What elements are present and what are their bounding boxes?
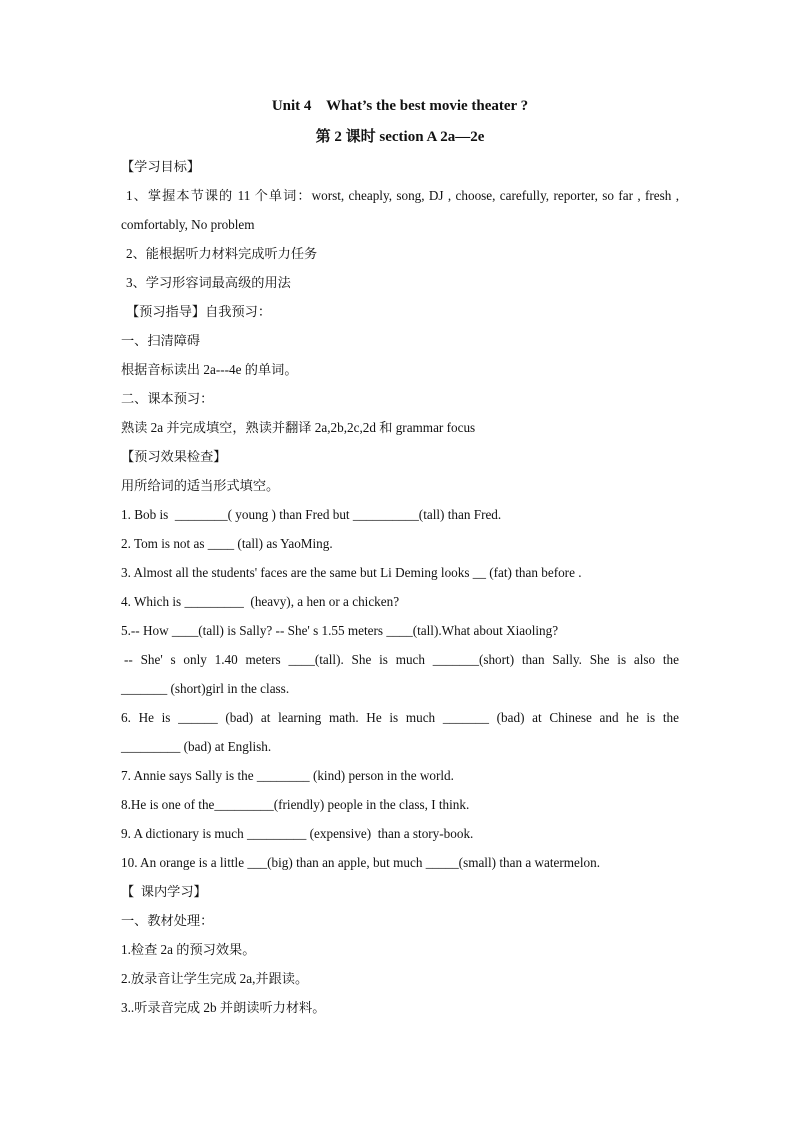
exercise-2: 2. Tom is not as ____ (tall) as YaoMing.: [121, 536, 333, 551]
goal-3: 3、学习形容词最高级的用法: [126, 275, 291, 290]
exercise-6-line-1: 6. He is ______ (bad) at learning math. He is much _______ (bad) at Chinese and he is the: [121, 710, 679, 725]
classwork-step-2: 2.放录音让学生完成 2a,并跟读。: [121, 971, 309, 986]
preview-part-1-title: 一、扫清障碍: [121, 333, 201, 348]
goals-heading: 【学习目标】: [121, 159, 201, 174]
preview-part-2-title: 二、课本预习：: [121, 391, 214, 406]
exercise-5-line-2: -- She' s only 1.40 meters ____(tall). She is much _______(short) than Sally. She is also the: [124, 652, 679, 667]
exercise-5-line-1: 5.-- How ____(tall) is Sally? -- She' s 1.55 meters ____(tall).What about Xiaoling?: [121, 623, 559, 638]
exercise-7: 7. Annie says Sally is the ________ (kind) person in the world.: [121, 768, 454, 783]
preview-heading: 【预习指导】自我预习：: [126, 304, 272, 319]
classwork-heading: 【 课内学习】: [121, 884, 207, 899]
exercise-10: 10. An orange is a little ___(big) than an apple, but much _____(small) than a watermelon.: [121, 855, 601, 870]
goal-2: 2、能根据听力材料完成听力任务: [126, 246, 318, 261]
lesson-subtitle: 第 2 课时 section A 2a—2e: [315, 129, 485, 145]
check-heading: 【预习效果检查】: [121, 449, 227, 464]
preview-part-1-body: 根据音标读出 2a---4e 的单词。: [121, 362, 298, 377]
preview-part-2-body: 熟读 2a 并完成填空，熟读并翻译 2a,2b,2c,2d 和 grammar focus: [121, 420, 476, 435]
worksheet-page: [121, 92, 679, 1022]
exercise-4: 4. Which is _________ (heavy), a hen or a chicken?: [121, 594, 400, 609]
exercise-3: 3. Almost all the students' faces are the same but Li Deming looks __ (fat) than before .: [121, 565, 582, 580]
classwork-step-1: 1.检查 2a 的预习效果。: [121, 942, 256, 957]
check-instruction: 用所给词的适当形式填空。: [121, 478, 280, 493]
goal-1-line-2: comfortably, No problem: [121, 217, 255, 232]
classwork-part-1-title: 一、教材处理：: [121, 913, 214, 928]
exercise-6-line-2: _________ (bad) at English.: [121, 739, 272, 754]
unit-title: Unit 4 What’s the best movie theater ?: [271, 98, 529, 114]
exercise-8: 8.He is one of the_________(friendly) people in the class, I think.: [121, 797, 470, 812]
exercise-1: 1. Bob is ________( young ) than Fred but __________(tall) than Fred.: [121, 507, 502, 522]
goal-1-line-1: 1、掌握本节课的 11 个单词：worst, cheaply, song, DJ , choose, carefully, reporter, so far , fresh ,: [126, 188, 679, 203]
exercise-9: 9. A dictionary is much _________ (expensive) than a story-book.: [121, 826, 474, 841]
classwork-step-3: 3..听录音完成 2b 并朗读听力材料。: [121, 1000, 326, 1015]
exercise-5-line-3: _______ (short)girl in the class.: [121, 681, 290, 696]
